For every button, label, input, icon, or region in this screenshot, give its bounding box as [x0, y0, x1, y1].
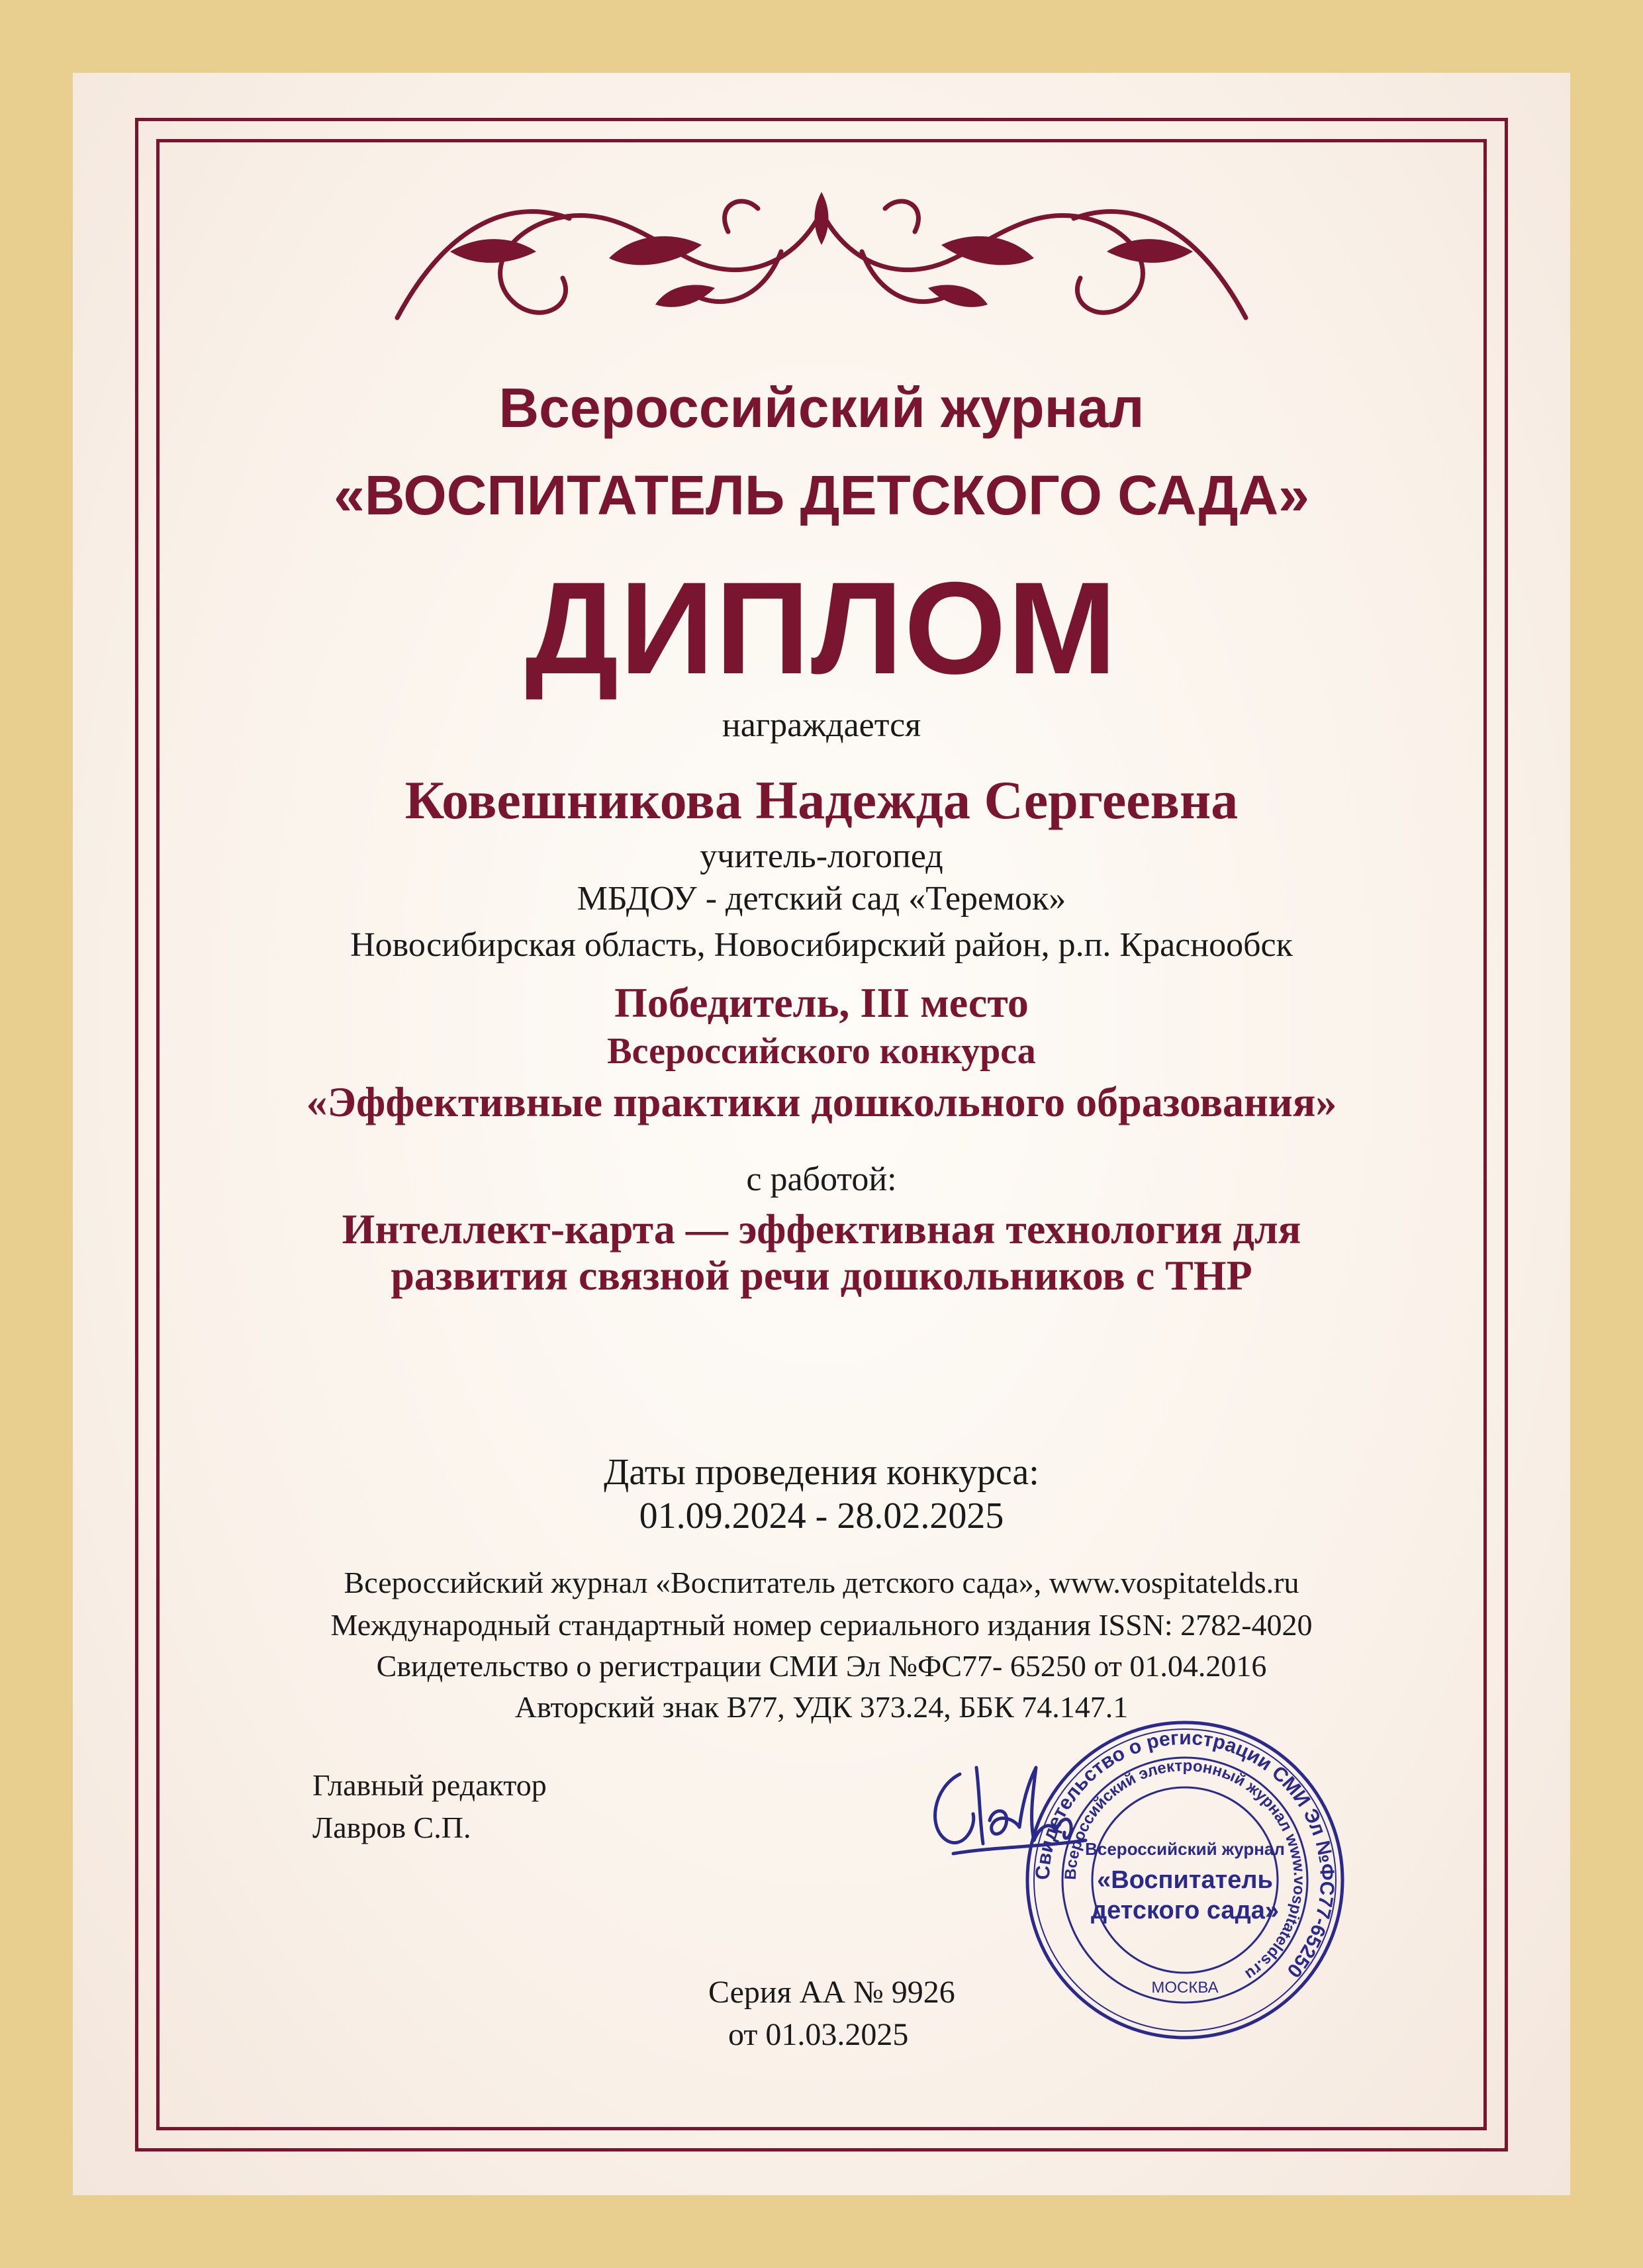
work-title-line2: развития связной речи дошкольников с ТНР: [391, 1252, 1252, 1299]
publication-line4: Авторский знак В77, УДК 373.24, ББК 74.147.1: [514, 1690, 1129, 1724]
publication-line3: Свидетельство о регистрации СМИ Эл №ФС77- 65250 от 01.04.2016: [376, 1649, 1267, 1683]
publication-line1: Всероссийский журнал «Воспитатель детского сада», www.vospitatelds.ru: [344, 1566, 1299, 1599]
publication-line2: Международный стандартный номер сериального издания ISSN: 2782-4020: [330, 1608, 1313, 1642]
journal-name-line1: Всероссийский журнал: [498, 377, 1145, 439]
award-place: Победитель, III место: [614, 979, 1029, 1026]
recipient-position: учитель-логопед: [700, 837, 943, 875]
seal-city: МОСКВА: [1151, 1979, 1219, 1997]
seal-center-line1: Всероссийский журнал: [1085, 1839, 1285, 1859]
issue-date: от 01.03.2025: [728, 2017, 909, 2052]
editor-title: Главный редактор: [312, 1768, 547, 1802]
recipient-organization: МБДОУ - детский сад «Теремок»: [577, 880, 1066, 918]
journal-name-line2: «ВОСПИТАТЕЛЬ ДЕТСКОГО САДА»: [334, 464, 1309, 526]
seal-center-line3: детского сада»: [1091, 1897, 1279, 1924]
contest-type: Всероссийского конкурса: [607, 1031, 1036, 1072]
work-title-line1: Интеллект-карта — эффективная технология для: [342, 1205, 1301, 1252]
flourish-ornament: [371, 179, 1272, 351]
contest-name: «Эффективные практики дошкольного образования»: [306, 1078, 1337, 1125]
seal-center-line2: «Воспитатель: [1097, 1866, 1273, 1894]
awarded-label: награждается: [722, 706, 921, 744]
recipient-name: Ковешникова Надежда Сергеевна: [404, 770, 1239, 830]
recipient-location: Новосибирская область, Новосибирский район, р.п. Краснообск: [350, 926, 1293, 964]
contest-dates: 01.09.2024 - 28.02.2025: [639, 1495, 1004, 1536]
contest-dates-label: Даты проведения конкурса:: [604, 1452, 1039, 1493]
seal-outer-text: Свидетельство о регистрации СМИ Эл №ФС77-65250: [1031, 1726, 1338, 1982]
seal-inner-text: Всероссийский электронный журнал www.vospitatelds.ru: [1061, 1756, 1309, 1984]
diploma-title: ДИПЛОМ: [525, 555, 1118, 701]
with-work-label: с работой:: [746, 1160, 897, 1198]
serial-number: Серия АА № 9926: [708, 1975, 955, 2010]
editor-name: Лавров С.П.: [312, 1811, 471, 1844]
seal-stamp: [1019, 1715, 1350, 2046]
